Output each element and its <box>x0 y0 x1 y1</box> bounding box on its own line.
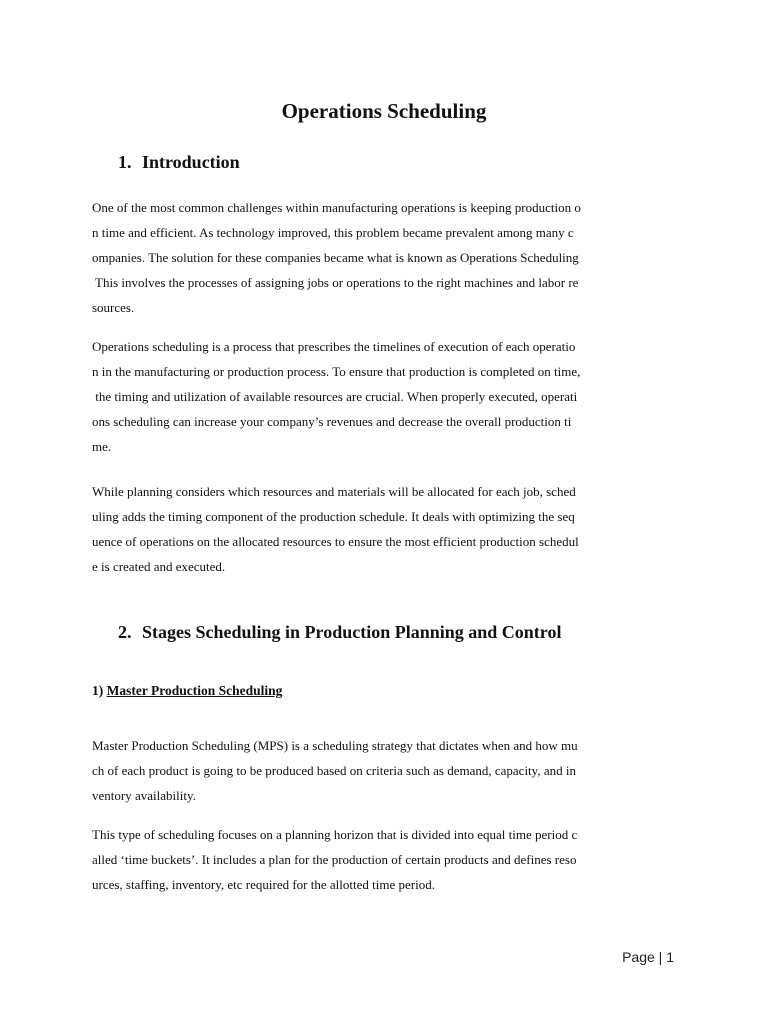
paragraph-line: ch of each product is going to be produced based on criteria such as demand, capacity, and in <box>92 763 576 778</box>
section-1-title: Introduction <box>142 152 240 172</box>
intro-paragraph-2 <box>92 334 692 459</box>
mps-paragraph-1 <box>92 733 692 808</box>
paragraph-line: Master Production Scheduling (MPS) is a scheduling strategy that dictates when and how mu <box>92 738 578 753</box>
paragraph-line: Operations scheduling is a process that prescribes the timelines of execution of each operatio <box>92 339 576 354</box>
paragraph-line: While planning considers which resources and materials will be allocated for each job, sched <box>92 484 576 499</box>
subsection-title: Master Production Scheduling <box>106 683 283 698</box>
paragraph-line: urces, staffing, inventory, etc required for the allotted time period. <box>92 877 435 892</box>
paragraph-line: uence of operations on the allocated resources to ensure the most efficient production schedul <box>92 534 579 549</box>
section-2-number: 2. <box>118 622 132 642</box>
paragraph-line: This type of scheduling focuses on a planning horizon that is divided into equal time period c <box>92 827 578 842</box>
paragraph-line: alled ‘time buckets’. It includes a plan for the production of certain products and defines reso <box>92 852 577 867</box>
paragraph-line: ventory availability. <box>92 788 196 803</box>
section-2-heading <box>118 622 561 643</box>
section-2-title: Stages Scheduling in Production Planning and Control <box>142 622 562 642</box>
paragraph-line: e is created and executed. <box>92 559 226 574</box>
paragraph-line: sources. <box>92 300 135 315</box>
subsection-number: 1) <box>92 683 104 698</box>
subsection-heading <box>92 683 282 699</box>
intro-paragraph-3 <box>92 479 692 579</box>
paragraph-line: uling adds the timing component of the production schedule. It deals with optimizing the seq <box>92 509 575 524</box>
paragraph-line: ons scheduling can increase your company’s revenues and decrease the overall production ti <box>92 414 572 429</box>
paragraph-line: the timing and utilization of available resources are crucial. When properly executed, operati <box>92 389 578 404</box>
paragraph-line: This involves the processes of assigning jobs or operations to the right machines and labor re <box>92 275 579 290</box>
section-1-number: 1. <box>118 152 132 172</box>
page-number: Page | 1 <box>622 949 674 965</box>
paragraph-line: One of the most common challenges within manufacturing operations is keeping production o <box>92 200 581 215</box>
mps-paragraph-2 <box>92 822 692 897</box>
intro-paragraph-1 <box>92 195 692 320</box>
paragraph-line: ompanies. The solution for these companies became what is known as Operations Scheduling <box>92 250 579 265</box>
paragraph-line: n time and efficient. As technology improved, this problem became prevalent among many c <box>92 225 574 240</box>
paragraph-line: me. <box>92 439 112 454</box>
paragraph-line: n in the manufacturing or production process. To ensure that production is completed on time, <box>92 364 581 379</box>
section-1-heading <box>118 152 240 173</box>
document-title: Operations Scheduling <box>281 99 487 123</box>
